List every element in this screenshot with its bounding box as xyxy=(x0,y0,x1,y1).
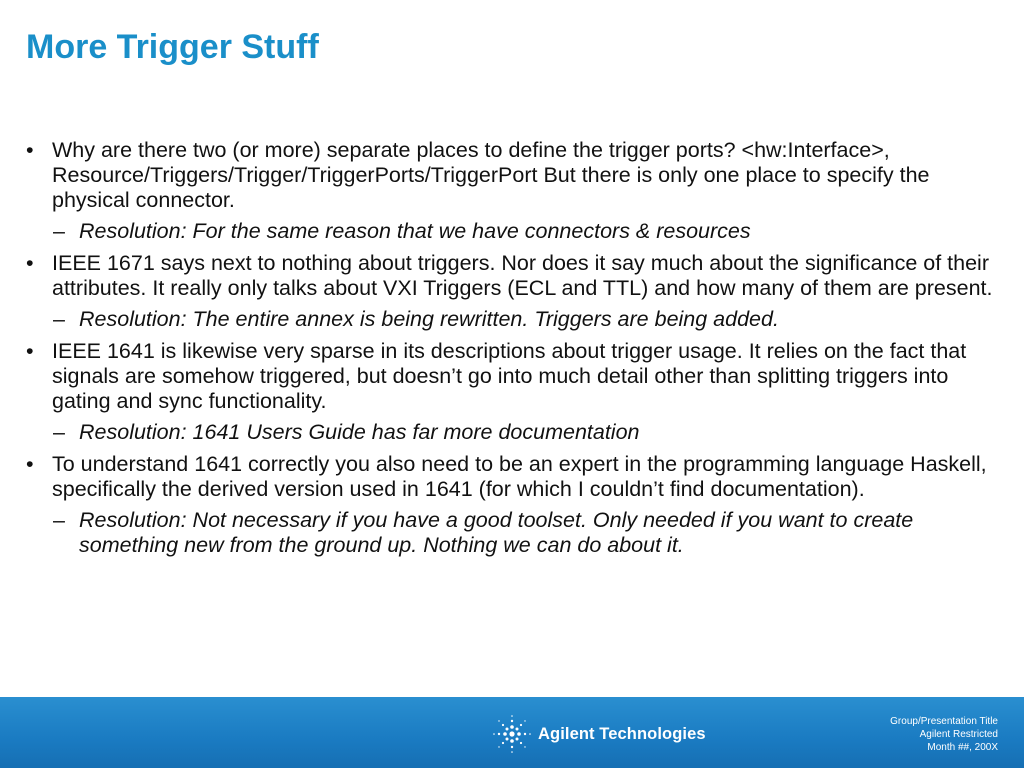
bullet-dot: • xyxy=(26,339,34,363)
bullet-text: IEEE 1671 says next to nothing about triggers. Nor does it say much about the significance of their attributes. It really only talks about VXI Triggers (ECL and TTL) and how many of them are present. xyxy=(52,251,993,300)
bullet-dot: • xyxy=(26,452,34,476)
resolution-item xyxy=(26,508,1001,558)
bullet-text: IEEE 1641 is likewise very sparse in its descriptions about trigger usage. It relies on the fact that signals are somehow triggered, but doesn’t go into much detail other than splitting triggers into gating and sync functionality. xyxy=(52,339,967,413)
footer-meta xyxy=(890,715,998,754)
resolution-item xyxy=(26,307,1001,332)
footer-bar xyxy=(0,697,1024,768)
company-logo xyxy=(490,713,710,755)
sub-bullet-dash: – xyxy=(53,508,65,532)
bullet-text: Why are there two (or more) separate places to define the trigger ports? <hw:Interface>, Resource/Triggers/Trigger/TriggerPorts/TriggerPort But there is only one place to specify the physical connector. xyxy=(52,138,930,212)
resolution-item xyxy=(26,420,1001,445)
bullet-dot: • xyxy=(26,138,34,162)
logo-wordmark: Agilent Technologies xyxy=(538,724,706,743)
sub-bullet-dash: – xyxy=(53,420,65,444)
sub-bullet-dash: – xyxy=(53,307,65,331)
footer-date: Month ##, 200X xyxy=(927,742,998,753)
resolution-text: Resolution: 1641 Users Guide has far more documentation xyxy=(79,420,640,444)
bullet-text: To understand 1641 correctly you also need to be an expert in the programming language Haskell, specifically the derived version used in 1641 (for which I couldn’t find documentation). xyxy=(52,452,987,501)
footer-classification: Agilent Restricted xyxy=(919,729,998,740)
resolution-text: Resolution: The entire annex is being rewritten. Triggers are being added. xyxy=(79,307,779,331)
bullet-item xyxy=(26,339,1001,414)
resolution-text: Resolution: Not necessary if you have a good toolset. Only needed if you want to create something new from the ground up. Nothing we can do about it. xyxy=(79,508,914,557)
agilent-spark-icon xyxy=(490,713,534,755)
bullet-dot: • xyxy=(26,251,34,275)
sub-bullet-dash: – xyxy=(53,219,65,243)
resolution-item xyxy=(26,219,1001,244)
resolution-text: Resolution: For the same reason that we have connectors & resources xyxy=(79,219,751,243)
slide-content xyxy=(26,138,1001,565)
footer-presentation-title: Group/Presentation Title xyxy=(890,716,998,727)
bullet-item xyxy=(26,251,1001,301)
bullet-item xyxy=(26,138,1001,213)
bullet-item xyxy=(26,452,1001,502)
slide-title: More Trigger Stuff xyxy=(26,28,319,66)
